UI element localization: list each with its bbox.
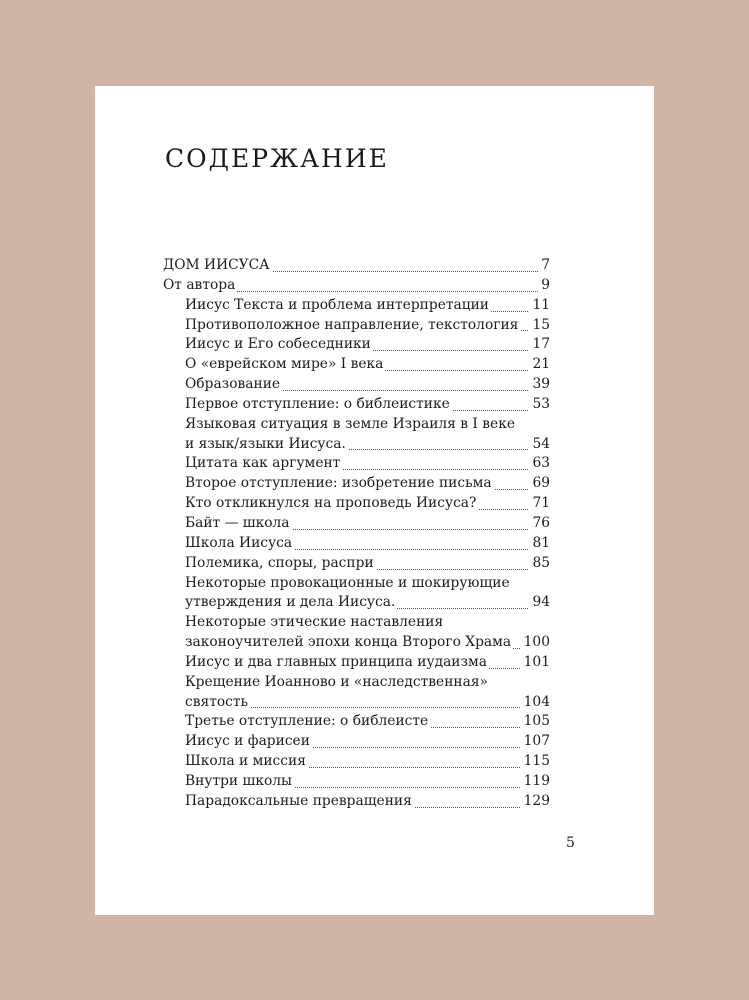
toc-entry-title: и язык/языки Иисуса. bbox=[185, 435, 346, 452]
table-of-contents bbox=[163, 256, 550, 812]
toc-entry-title: Цитата как аргумент bbox=[185, 455, 341, 472]
toc-entry-title: Второе отступление: изобретение письма bbox=[185, 475, 492, 492]
toc-entry bbox=[163, 415, 550, 435]
toc-entry-page: 11 bbox=[529, 296, 550, 316]
toc-entry-page: 71 bbox=[529, 494, 550, 514]
toc-entry-title: Некоторые провокационные и шокирующие bbox=[185, 574, 510, 591]
page-title: СОДЕРЖАНИЕ bbox=[165, 144, 389, 173]
toc-entry bbox=[163, 633, 550, 653]
toc-entry-title: Иисус Текста и проблема интерпретации bbox=[185, 296, 489, 313]
toc-entry bbox=[163, 593, 550, 613]
toc-entry bbox=[163, 653, 550, 673]
toc-entry-title: Школа и миссия bbox=[185, 753, 306, 770]
toc-entry bbox=[163, 514, 550, 534]
toc-entry bbox=[163, 335, 550, 355]
toc-entry-page: 119 bbox=[521, 772, 550, 792]
toc-entry-page: 105 bbox=[521, 712, 550, 732]
toc-entry bbox=[163, 613, 550, 633]
toc-entry-title: утверждения и дела Иисуса. bbox=[185, 594, 396, 611]
toc-entry-page: 104 bbox=[521, 693, 550, 713]
toc-entry-page: 129 bbox=[521, 792, 550, 812]
toc-entry-title: Байт — школа bbox=[185, 514, 290, 531]
toc-entry-page: 115 bbox=[521, 752, 550, 772]
toc-entry bbox=[163, 276, 550, 296]
toc-entry-title: Иисус и фарисеи bbox=[185, 733, 310, 750]
toc-entry-page: 81 bbox=[529, 534, 550, 554]
toc-entry bbox=[163, 355, 550, 375]
toc-entry bbox=[163, 534, 550, 554]
toc-entry-page: 69 bbox=[529, 474, 550, 494]
toc-entry-title: Иисус и два главных принципа иудаизма bbox=[185, 653, 487, 670]
toc-entry-title: Третье отступление: о библеисте bbox=[185, 713, 429, 730]
toc-entry-page: 54 bbox=[529, 435, 550, 455]
toc-entry-title: О «еврейском мире» I века bbox=[185, 356, 384, 373]
toc-entry bbox=[163, 494, 550, 514]
toc-entry-title: Противоположное направление, текстология bbox=[185, 316, 519, 333]
toc-entry-title: Полемика, споры, распри bbox=[185, 554, 374, 571]
toc-entry bbox=[163, 732, 550, 752]
toc-entry-title: святость bbox=[185, 693, 249, 710]
toc-entry-page: 63 bbox=[529, 454, 550, 474]
toc-entry bbox=[163, 712, 550, 732]
toc-entry-page: 101 bbox=[521, 653, 550, 673]
toc-entry-title: Внутри школы bbox=[185, 772, 292, 789]
toc-entry-title: Парадоксальные превращения bbox=[185, 792, 412, 809]
toc-entry bbox=[163, 772, 550, 792]
toc-entry-title: Языковая ситуация в земле Израиля в I веке bbox=[185, 415, 515, 432]
book-page bbox=[95, 86, 654, 915]
toc-entry-title: Некоторые этические наставления bbox=[185, 614, 444, 631]
toc-entry bbox=[163, 454, 550, 474]
toc-entry bbox=[163, 792, 550, 812]
toc-entry bbox=[163, 752, 550, 772]
toc-entry-title: От автора bbox=[163, 276, 236, 293]
toc-entry-page: 17 bbox=[529, 335, 550, 355]
toc-entry bbox=[163, 673, 550, 693]
toc-entry bbox=[163, 435, 550, 455]
toc-entry-page: 76 bbox=[529, 514, 550, 534]
page-number: 5 bbox=[566, 835, 575, 851]
toc-entry-page: 100 bbox=[521, 633, 550, 653]
toc-entry-page: 7 bbox=[538, 256, 550, 276]
toc-entry bbox=[163, 316, 550, 336]
toc-entry-page: 107 bbox=[521, 732, 550, 752]
toc-entry bbox=[163, 554, 550, 574]
toc-entry bbox=[163, 574, 550, 594]
toc-entry-page: 21 bbox=[529, 355, 550, 375]
toc-entry-title: Первое отступление: о библеистике bbox=[185, 395, 450, 412]
toc-entry bbox=[163, 296, 550, 316]
toc-entry-title: Школа Иисуса bbox=[185, 534, 293, 551]
toc-entry-page: 53 bbox=[529, 395, 550, 415]
toc-entry-title: Образование bbox=[185, 376, 281, 393]
toc-entry-title: Кто откликнулся на проповедь Иисуса? bbox=[185, 495, 477, 512]
toc-entry-page: 15 bbox=[529, 316, 550, 336]
toc-entry-page: 94 bbox=[529, 593, 550, 613]
toc-entry-page: 39 bbox=[529, 375, 550, 395]
toc-entry-title: законоучителей эпохи конца Второго Храма bbox=[185, 634, 512, 651]
toc-entry bbox=[163, 395, 550, 415]
toc-entry bbox=[163, 474, 550, 494]
toc-entry-page: 85 bbox=[529, 554, 550, 574]
toc-entry bbox=[163, 256, 550, 276]
toc-entry-page: 9 bbox=[538, 276, 550, 296]
toc-entry bbox=[163, 693, 550, 713]
toc-entry-title: Крещение Иоанново и «наследственная» bbox=[185, 673, 488, 690]
toc-entry-title: Иисус и Его собеседники bbox=[185, 336, 371, 353]
toc-entry-title: ДОМ ИИСУСА bbox=[163, 257, 270, 273]
toc-entry bbox=[163, 375, 550, 395]
